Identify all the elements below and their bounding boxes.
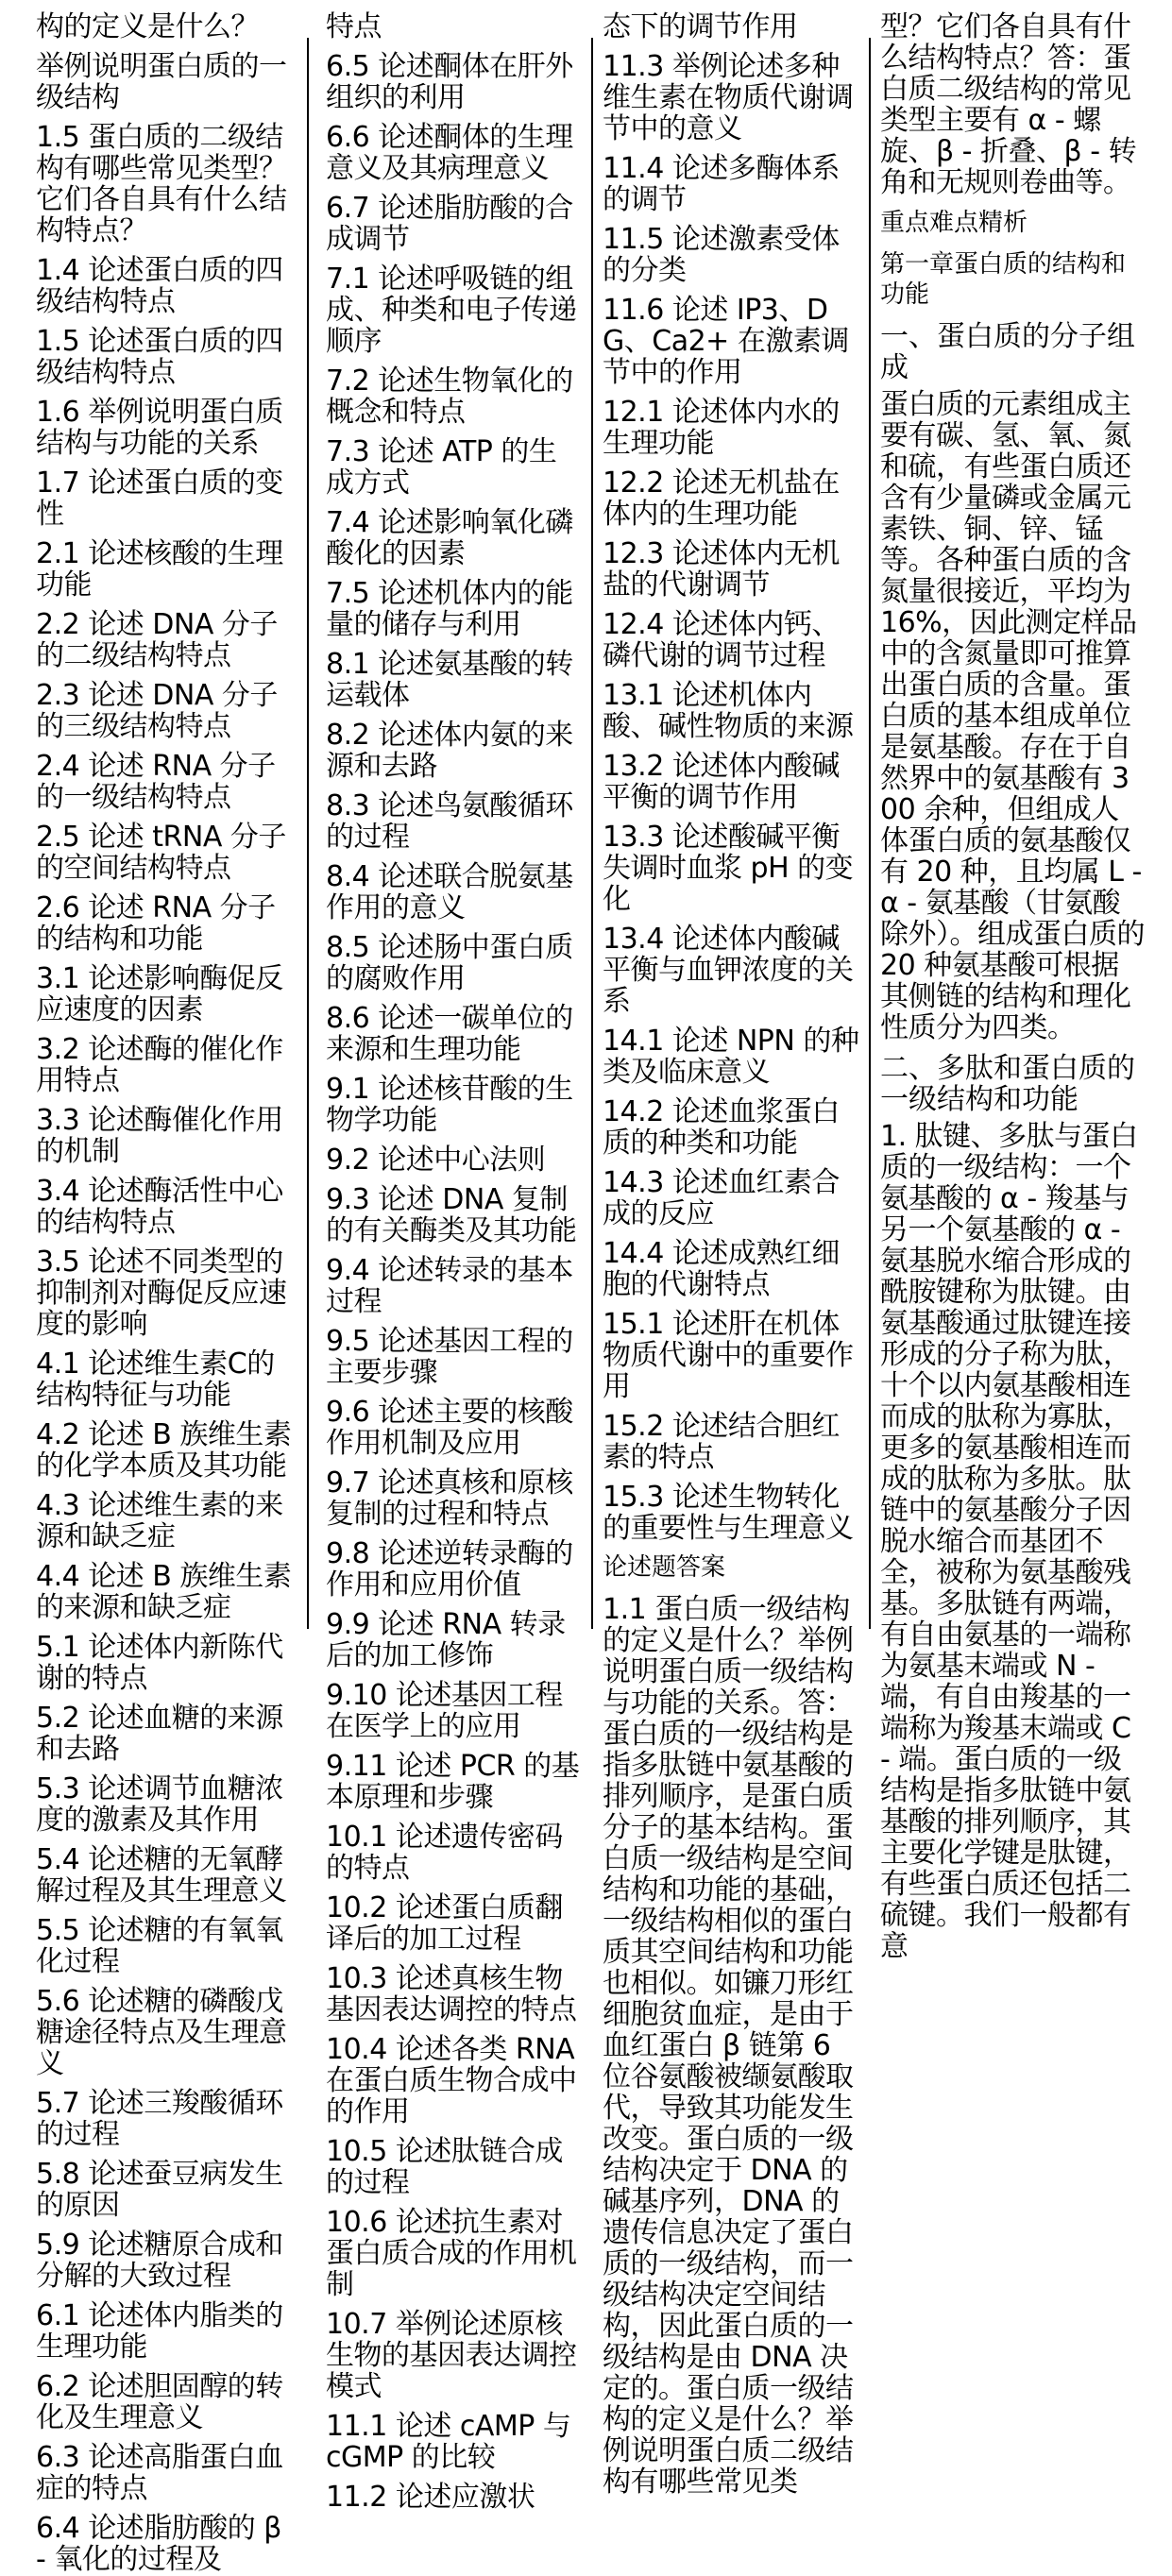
question-item: 3.4 论述酶活性中心的结构特点 — [36, 1175, 283, 1239]
question-item: 5.7 论述三羧酸循环的过程 — [36, 2087, 283, 2151]
answer-text: 1.1 蛋白质一级结构的定义是什么？举例说明蛋白质一级结构与功能的关系。答：蛋白质的一级结构是指多肽链中氨基酸的排列顺序，是蛋白质分子的基本结构。蛋白质一级结构是空间结构和功能的基础，一级结构相似的蛋白质其空间结构和功能也相似。如镰刀形红细胞贫血症，是由于血红蛋白 β 链第 6 位谷氨酸被缬氨酸取代，导致其功能发生改变。蛋白质的一级结构决定于 DNA 的碱基序列，DNA 的遗传信息决定了蛋白质的一级结构，而一级结构决定空间结构，因此蛋白质的一级结构是由 DNA 决定的。蛋白质一级结构的定义是什么？举例说明蛋白质二级结构有哪些常见类 — [603, 1593, 854, 2499]
question-item: 4.4 论述 B 族维生素的来源和缺乏症 — [36, 1560, 292, 1624]
question-item: 举例说明蛋白质的一级结构 — [36, 50, 287, 114]
question-item: 11.6 论述 IP3、DG、Ca2+ 在激素调节中的作用 — [603, 294, 849, 389]
question-item: 9.10 论述基因工程在医学上的应用 — [326, 1679, 563, 1743]
question-item: 7.5 论述机体内的能量的储存与利用 — [326, 577, 573, 641]
question-item: 6.4 论述脂肪酸的 β - 氧化的过程及 — [36, 2512, 281, 2576]
question-item: 5.2 论述血糖的来源和去路 — [36, 1702, 283, 1766]
question-item: 9.4 论述转录的基本过程 — [326, 1254, 573, 1318]
question-column-1 — [36, 10, 296, 2576]
question-item: 6.2 论述胆固醇的转化及生理意义 — [36, 2370, 283, 2434]
question-item: 5.8 论述蚕豆病发生的原因 — [36, 2158, 283, 2222]
question-column-2 — [326, 10, 581, 2514]
question-item: 10.2 论述蛋白质翻译后的加工过程 — [326, 1891, 563, 1956]
column-divider — [307, 38, 309, 1629]
question-item: 12.2 论述无机盐在体内的生理功能 — [603, 466, 840, 531]
question-item: 7.1 论述呼吸链的组成、种类和电子传递顺序 — [326, 263, 577, 358]
question-item: 11.5 论述激素受体的分类 — [603, 223, 840, 287]
question-item: 10.4 论述各类 RNA 在蛋白质生物合成中的作用 — [326, 2033, 577, 2128]
question-item: 14.3 论述血红素合成的反应 — [603, 1166, 840, 1230]
question-item: 7.2 论述生物氧化的概念和特点 — [326, 364, 573, 429]
question-item: 15.2 论述结合胆红素的特点 — [603, 1410, 840, 1474]
subsection-title: 一、蛋白质的分子组成 — [880, 320, 1135, 384]
question-item: 14.1 论述 NPN 的种类及临床意义 — [603, 1025, 859, 1089]
question-item: 5.3 论述调节血糖浓度的激素及其作用 — [36, 1772, 283, 1837]
chapter-heading: 第一章蛋白质的结构和功能 — [880, 250, 1127, 309]
notes-column-4 — [880, 10, 1145, 1963]
question-item: 8.6 论述一碳单位的来源和生理功能 — [326, 1002, 573, 1066]
section-heading: 重点难点精析 — [880, 209, 1028, 237]
question-item: 13.1 论述机体内酸、碱性物质的来源 — [603, 679, 854, 743]
question-item: 6.1 论述体内脂类的生理功能 — [36, 2299, 283, 2364]
question-item: 2.4 论述 RNA 分子的一级结构特点 — [36, 750, 276, 814]
question-item: 1.6 举例说明蛋白质结构与功能的关系 — [36, 396, 283, 460]
question-item: 7.4 论述影响氧化磷酸化的因素 — [326, 506, 573, 570]
column-divider — [869, 38, 871, 1629]
question-item: 8.1 论述氨基酸的转运载体 — [326, 648, 573, 712]
question-item: 10.5 论述肽链合成的过程 — [326, 2135, 563, 2199]
question-item: 9.7 论述真核和原核复制的过程和特点 — [326, 1466, 573, 1531]
question-item: 13.2 论述体内酸碱平衡的调节作用 — [603, 750, 840, 814]
question-item: 9.3 论述 DNA 复制的有关酶类及其功能 — [326, 1183, 577, 1247]
question-item: 3.3 论述酶催化作用的机制 — [36, 1104, 283, 1168]
question-item: 2.6 论述 RNA 分子的结构和功能 — [36, 891, 276, 956]
question-item: 6.5 论述酮体在肝外组织的利用 — [326, 50, 573, 114]
question-item: 13.3 论述酸碱平衡失调时血浆 pH 的变化 — [603, 821, 854, 916]
question-item: 2.2 论述 DNA 分子的二级结构特点 — [36, 608, 278, 672]
question-item: 9.2 论述中心法则 — [326, 1144, 546, 1177]
question-item: 8.2 论述体内氨的来源和去路 — [326, 719, 573, 783]
question-item: 9.11 论述 PCR 的基本原理和步骤 — [326, 1750, 580, 1814]
question-item: 6.6 论述酮体的生理意义及其病理意义 — [326, 121, 573, 185]
question-item: 12.1 论述体内水的生理功能 — [603, 396, 840, 460]
answers-heading: 论述题答案 — [603, 1553, 726, 1582]
question-item: 1.5 论述蛋白质的四级结构特点 — [36, 325, 283, 389]
question-item: 5.1 论述体内新陈代谢的特点 — [36, 1631, 283, 1695]
question-item: 9.9 论述 RNA 转录后的加工修饰 — [326, 1608, 566, 1672]
question-item: 5.6 论述糖的磷酸戊糖途径特点及生理意义 — [36, 1985, 287, 2080]
question-item: 5.9 论述糖原合成和分解的大致过程 — [36, 2229, 283, 2293]
question-item: 构的定义是什么？ — [36, 10, 259, 43]
question-item: 11.3 举例论述多种维生素在物质代谢调节中的意义 — [603, 50, 854, 145]
question-item: 1.7 论述蛋白质的变性 — [36, 466, 283, 531]
question-item: 9.8 论述逆转录酶的作用和应用价值 — [326, 1537, 573, 1602]
question-item: 13.4 论述体内酸碱平衡与血钾浓度的关系 — [603, 923, 854, 1018]
body-paragraph: 蛋白质的元素组成主要有碳、氢、氧、氮和硫，有些蛋白质还含有少量磷或金属元素铁、铜、锌、锰等。各种蛋白质的含氮量很接近，平均为 16%，因此测定样品中的含氮量即可推算出蛋白质的含量。蛋白质的基本组成单位是氨基酸。存在于自然界中的氨基酸有 300 余种，但组成人体蛋白质的氨基酸仅有 20 种，且均属 L - α - 氨基酸（甘氨酸除外）。组成蛋白质的 20 种氨基酸可根据其侧链的结构和理化性质分为四类。 — [880, 388, 1145, 1044]
question-item: 10.6 论述抗生素对蛋白质合成的作用机制 — [326, 2206, 577, 2301]
question-item: 3.2 论述酶的催化作用特点 — [36, 1033, 283, 1097]
question-item: 4.1 论述维生素C的结构特征与功能 — [36, 1347, 275, 1412]
question-column-3 — [603, 10, 859, 2499]
column-divider — [591, 38, 593, 1629]
question-item: 2.1 论述核酸的生理功能 — [36, 537, 283, 602]
question-item: 9.6 论述主要的核酸作用机制及应用 — [326, 1396, 573, 1460]
question-item: 3.1 论述影响酶促反应速度的因素 — [36, 962, 283, 1026]
question-item: 10.1 论述遗传密码的特点 — [326, 1821, 563, 1885]
question-item: 2.3 论述 DNA 分子的三级结构特点 — [36, 679, 278, 743]
question-item: 6.7 论述脂肪酸的合成调节 — [326, 192, 573, 256]
question-item: 9.1 论述核苷酸的生物学功能 — [326, 1073, 573, 1137]
question-item: 9.5 论述基因工程的主要步骤 — [326, 1325, 573, 1389]
question-item: 1.5 蛋白质的二级结构有哪些常见类型？它们各自具有什么结构特点？ — [36, 121, 287, 247]
question-item: 2.5 论述 tRNA 分子的空间结构特点 — [36, 821, 286, 885]
question-item: 5.4 论述糖的无氧酵解过程及其生理意义 — [36, 1843, 287, 1907]
question-item: 8.5 论述肠中蛋白质的腐败作用 — [326, 931, 573, 995]
question-item: 11.2 论述应激状 — [326, 2481, 535, 2514]
answer-continuation: 型？它们各自具有什么结构特点？答：蛋白质二级结构的常见类型主要有 α - 螺旋、β - 折叠、β - 转角和无规则卷曲等。 — [880, 10, 1137, 199]
question-item: 1.4 论述蛋白质的四级结构特点 — [36, 254, 283, 318]
question-item: 4.3 论述维生素的来源和缺乏症 — [36, 1489, 283, 1553]
question-item: 14.4 论述成熟红细胞的代谢特点 — [603, 1237, 840, 1301]
question-item: 11.4 论述多酶体系的调节 — [603, 152, 840, 216]
question-item: 10.7 举例论述原核生物的基因表达调控模式 — [326, 2308, 577, 2403]
question-item: 8.3 论述鸟氨酸循环的过程 — [326, 789, 573, 854]
question-item: 12.3 论述体内无机盐的代谢调节 — [603, 537, 840, 602]
subsection-title: 二、多肽和蛋白质的一级结构和功能 — [880, 1052, 1135, 1116]
question-item: 15.1 论述肝在机体物质代谢中的重要作用 — [603, 1308, 854, 1403]
question-item: 3.5 论述不同类型的抑制剂对酶促反应速度的影响 — [36, 1246, 287, 1341]
question-item: 10.3 论述真核生物基因表达调控的特点 — [326, 1962, 577, 2026]
question-item: 8.4 论述联合脱氨基作用的意义 — [326, 860, 573, 924]
question-item: 6.3 论述高脂蛋白血症的特点 — [36, 2441, 283, 2505]
body-paragraph: 1. 肽键、多肽与蛋白质的一级结构：一个氨基酸的 α - 羧基与另一个氨基酸的 α - 氨基脱水缩合形成的酰胺键称为肽键。由氨基酸通过肽键连接形成的分子称为肽，十个以内氨基酸相连而成的肽称为寡肽，更多的氨基酸相连而成的肽称为多肽。肽链中的氨基酸分子因脱水缩合而基团不全，被称为氨基酸残基。多肽链有两端，有自由氨基的一端称为氨基末端或 N - 端，有自由羧基的一端称为羧基末端或 C - 端。蛋白质的一级结构是指多肽链中氨基酸的排列顺序，其主要化学键是肽键，有些蛋白质还包括二硫键。我们一般都有意 — [880, 1120, 1138, 1963]
question-item: 态下的调节作用 — [603, 10, 798, 43]
question-item: 14.2 论述血浆蛋白质的种类和功能 — [603, 1095, 840, 1160]
question-item: 11.1 论述 cAMP 与 cGMP 的比较 — [326, 2410, 571, 2474]
question-item: 5.5 论述糖的有氧氧化过程 — [36, 1914, 283, 1978]
question-item: 15.3 论述生物转化的重要性与生理意义 — [603, 1481, 854, 1545]
question-item: 特点 — [326, 10, 382, 43]
question-item: 4.2 论述 B 族维生素的化学本质及其功能 — [36, 1418, 292, 1483]
question-item: 12.4 论述体内钙、磷代谢的调节过程 — [603, 608, 840, 672]
question-item: 7.3 论述 ATP 的生成方式 — [326, 435, 557, 500]
